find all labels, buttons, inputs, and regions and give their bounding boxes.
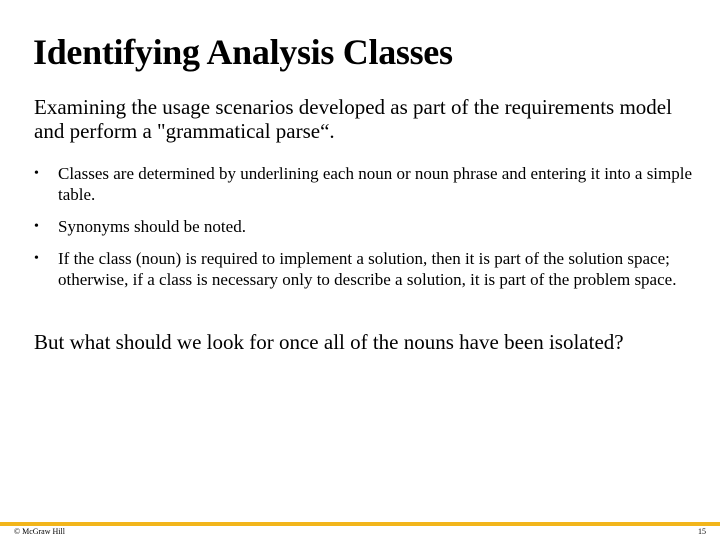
slide-title: Identifying Analysis Classes [33,32,453,72]
intro-paragraph: Examining the usage scenarios developed as part of the requirements model and perform a "grammatical parse“. [34,95,672,143]
bullet-text: Classes are determined by underlining each noun or noun phrase and entering it into a simple table. [58,164,693,204]
bullet-item [34,216,694,237]
bullet-item [34,163,694,205]
bullet-list [34,163,694,301]
page-number: 15 [698,527,706,536]
bullet-marker: • [34,251,39,266]
bullet-text: Synonyms should be noted. [58,217,246,236]
closing-question: But what should we look for once all of the nouns have been isolated? [34,330,624,354]
bullet-text: If the class (noun) is required to implement a solution, then it is part of the solution space; otherwise, if a class is necessary only to describe a solution, it is part of the problem space. [58,249,677,289]
bullet-marker: • [34,166,39,181]
bullet-item [34,248,694,290]
bullet-marker: • [34,219,39,234]
copyright-text: © McGraw Hill [14,527,65,536]
footer-accent-bar [0,522,720,526]
